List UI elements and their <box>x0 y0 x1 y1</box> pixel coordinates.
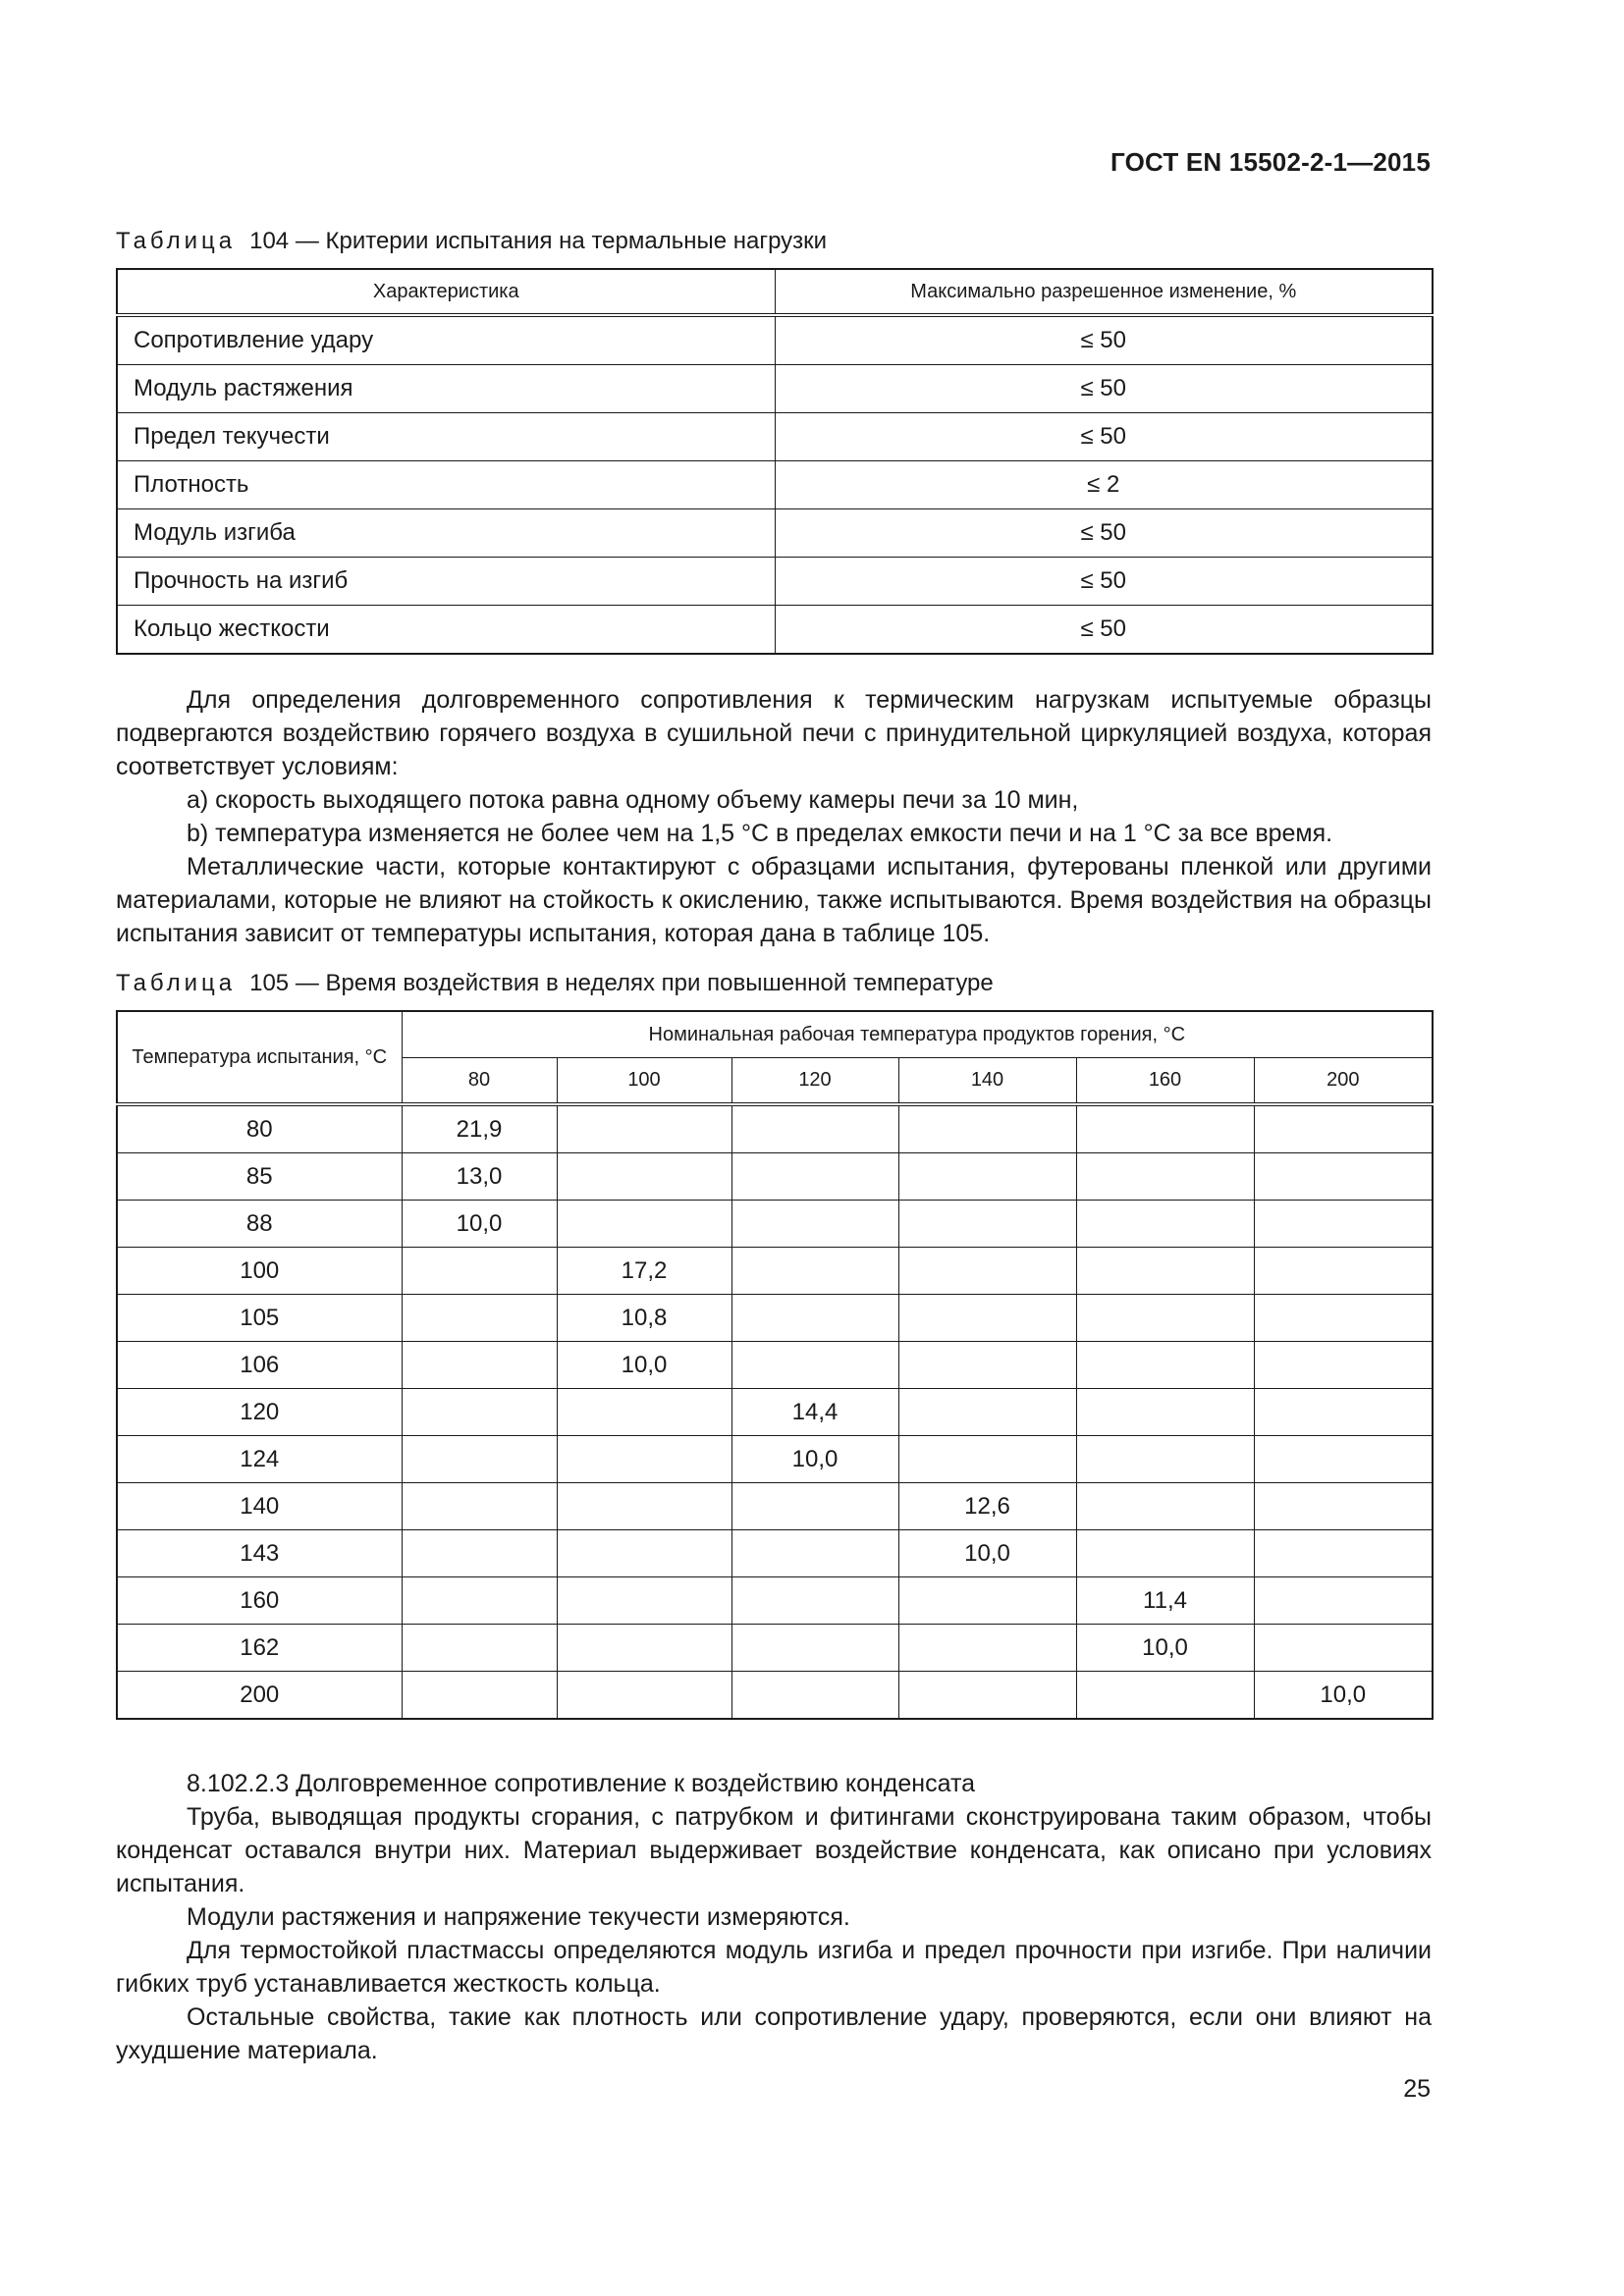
exposure-weeks-cell <box>402 1436 557 1483</box>
test-temperature-cell: 106 <box>117 1342 402 1389</box>
table-105-caption-text: 105 — Время воздействия в неделях при повышенной температуре <box>249 970 994 996</box>
max-change-cell: ≤ 50 <box>775 315 1433 365</box>
table-row <box>117 1625 1433 1672</box>
list-item-a: a) скорость выходящего потока равна одному объему камеры печи за 10 мин, <box>187 786 1079 814</box>
exposure-weeks-cell <box>1254 1436 1433 1483</box>
exposure-weeks-cell <box>731 1201 898 1248</box>
table-row <box>117 1295 1433 1342</box>
paragraph: Остальные свойства, такие как плотность или сопротивление удару, проверяются, если они влияют на ухудшение материала. <box>116 2003 1432 2064</box>
table-104 <box>116 268 1434 655</box>
exposure-weeks-cell <box>731 1530 898 1577</box>
table-row <box>117 461 1433 509</box>
page-number: 25 <box>1403 2075 1431 2103</box>
nominal-temperature-header: Номинальная рабочая температура продуктов горения, °С <box>402 1011 1433 1058</box>
exposure-weeks-cell: 10,0 <box>557 1342 731 1389</box>
paragraph: Для определения долговременного сопротивления к термическим нагрузкам испытуемые образцы подвергаются воздействию горячего воздуха в сушильной печи с принудительной циркуляцией воздуха, которая соответствует условиям: <box>116 686 1432 780</box>
test-temperature-cell: 120 <box>117 1389 402 1436</box>
table-104-caption-text: 104 — Критерии испытания на термальные нагрузки <box>249 228 828 254</box>
exposure-weeks-cell <box>898 1672 1076 1720</box>
table-row <box>117 509 1433 558</box>
exposure-weeks-cell: 11,4 <box>1076 1577 1254 1625</box>
exposure-weeks-cell <box>1254 1295 1433 1342</box>
exposure-weeks-cell <box>1076 1104 1254 1153</box>
exposure-weeks-cell <box>731 1342 898 1389</box>
exposure-weeks-cell <box>402 1577 557 1625</box>
table-header-row <box>117 1011 1433 1058</box>
test-temperature-cell: 162 <box>117 1625 402 1672</box>
exposure-weeks-cell <box>402 1530 557 1577</box>
table-105-caption <box>116 970 994 997</box>
column-header: 100 <box>557 1058 731 1105</box>
exposure-weeks-cell <box>557 1436 731 1483</box>
exposure-weeks-cell <box>1076 1342 1254 1389</box>
test-temperature-cell: 105 <box>117 1295 402 1342</box>
exposure-weeks-cell <box>898 1436 1076 1483</box>
section-heading: 8.102.2.3 Долговременное сопротивление к воздействию конденсата <box>187 1770 976 1797</box>
exposure-weeks-cell <box>1254 1530 1433 1577</box>
exposure-weeks-cell <box>557 1153 731 1201</box>
exposure-weeks-cell <box>898 1201 1076 1248</box>
exposure-weeks-cell: 10,0 <box>898 1530 1076 1577</box>
exposure-weeks-cell <box>402 1342 557 1389</box>
table-row <box>117 606 1433 655</box>
test-temperature-cell: 85 <box>117 1153 402 1201</box>
column-header: Характеристика <box>117 269 775 315</box>
column-header: 80 <box>402 1058 557 1105</box>
exposure-weeks-cell <box>731 1483 898 1530</box>
max-change-cell: ≤ 50 <box>775 606 1433 655</box>
exposure-weeks-cell <box>898 1625 1076 1672</box>
max-change-cell: ≤ 50 <box>775 365 1433 413</box>
exposure-weeks-cell <box>557 1672 731 1720</box>
exposure-weeks-cell <box>898 1104 1076 1153</box>
test-temperature-header: Температура испытания, °С <box>117 1011 402 1104</box>
exposure-weeks-cell <box>731 1577 898 1625</box>
exposure-weeks-cell <box>898 1577 1076 1625</box>
max-change-cell: ≤ 50 <box>775 413 1433 461</box>
column-header: 200 <box>1254 1058 1433 1105</box>
exposure-weeks-cell <box>1076 1201 1254 1248</box>
exposure-weeks-cell <box>1254 1577 1433 1625</box>
exposure-weeks-cell <box>898 1295 1076 1342</box>
exposure-weeks-cell <box>1254 1153 1433 1201</box>
test-temperature-cell: 88 <box>117 1201 402 1248</box>
test-temperature-cell: 160 <box>117 1577 402 1625</box>
characteristic-cell: Предел текучести <box>117 413 775 461</box>
exposure-weeks-cell <box>731 1625 898 1672</box>
exposure-weeks-cell <box>1076 1483 1254 1530</box>
table-104-caption <box>116 228 827 255</box>
max-change-cell: ≤ 2 <box>775 461 1433 509</box>
exposure-weeks-cell <box>1076 1153 1254 1201</box>
exposure-weeks-cell <box>557 1389 731 1436</box>
exposure-weeks-cell <box>731 1295 898 1342</box>
table-row <box>117 1104 1433 1153</box>
body-text-2 <box>116 1767 1432 2067</box>
exposure-weeks-cell <box>731 1104 898 1153</box>
test-temperature-cell: 124 <box>117 1436 402 1483</box>
test-temperature-cell: 143 <box>117 1530 402 1577</box>
exposure-weeks-cell <box>557 1201 731 1248</box>
exposure-weeks-cell: 10,0 <box>731 1436 898 1483</box>
exposure-weeks-cell <box>557 1625 731 1672</box>
characteristic-cell: Плотность <box>117 461 775 509</box>
document-code: ГОСТ EN 15502-2-1—2015 <box>1110 147 1431 177</box>
exposure-weeks-cell: 10,8 <box>557 1295 731 1342</box>
characteristic-cell: Модуль изгиба <box>117 509 775 558</box>
test-temperature-cell: 100 <box>117 1248 402 1295</box>
exposure-weeks-cell <box>402 1389 557 1436</box>
exposure-weeks-cell: 21,9 <box>402 1104 557 1153</box>
table-row <box>117 315 1433 365</box>
table-104-caption-label: Таблица <box>116 228 237 254</box>
max-change-cell: ≤ 50 <box>775 558 1433 606</box>
exposure-weeks-cell: 10,0 <box>1254 1672 1433 1720</box>
exposure-weeks-cell <box>1076 1530 1254 1577</box>
paragraph: Модули растяжения и напряжение текучести измеряются. <box>187 1903 850 1931</box>
table-row <box>117 1389 1433 1436</box>
characteristic-cell: Кольцо жесткости <box>117 606 775 655</box>
paragraph: Труба, выводящая продукты сгорания, с патрубком и фитингами сконструирована таким образом, чтобы конденсат оставался внутри них. Материал выдерживает воздействие конденсата, как описано при условиях испытания. <box>116 1803 1432 1897</box>
table-105-body <box>117 1104 1433 1719</box>
exposure-weeks-cell <box>1254 1104 1433 1153</box>
test-temperature-cell: 80 <box>117 1104 402 1153</box>
table-row <box>117 558 1433 606</box>
list-item-b: b) температура изменяется не более чем на 1,5 °С в пределах емкости печи и на 1 °С за все время. <box>187 820 1333 847</box>
table-row <box>117 365 1433 413</box>
table-row <box>117 1483 1433 1530</box>
exposure-weeks-cell <box>1254 1201 1433 1248</box>
exposure-weeks-cell <box>557 1577 731 1625</box>
table-row <box>117 1153 1433 1201</box>
exposure-weeks-cell: 17,2 <box>557 1248 731 1295</box>
exposure-weeks-cell: 10,0 <box>1076 1625 1254 1672</box>
exposure-weeks-cell <box>898 1389 1076 1436</box>
exposure-weeks-cell: 13,0 <box>402 1153 557 1201</box>
exposure-weeks-cell <box>1254 1625 1433 1672</box>
body-text-1 <box>116 683 1432 950</box>
exposure-weeks-cell <box>402 1248 557 1295</box>
table-row <box>117 1201 1433 1248</box>
exposure-weeks-cell <box>1076 1436 1254 1483</box>
exposure-weeks-cell <box>557 1483 731 1530</box>
column-header: 160 <box>1076 1058 1254 1105</box>
exposure-weeks-cell <box>1254 1389 1433 1436</box>
characteristic-cell: Сопротивление удару <box>117 315 775 365</box>
exposure-weeks-cell <box>1254 1342 1433 1389</box>
table-row <box>117 1672 1433 1720</box>
table-105-caption-label: Таблица <box>116 970 237 996</box>
exposure-weeks-cell <box>402 1625 557 1672</box>
characteristic-cell: Модуль растяжения <box>117 365 775 413</box>
paragraph: Металлические части, которые контактируют с образцами испытания, футерованы пленкой или другими материалами, которые не влияют на стойкость к окислению, также испытываются. Время воздействия на образцы испытания зависит от температуры испытания, которая дана в таблице 105. <box>116 853 1432 947</box>
test-temperature-cell: 200 <box>117 1672 402 1720</box>
exposure-weeks-cell <box>898 1153 1076 1201</box>
test-temperature-cell: 140 <box>117 1483 402 1530</box>
exposure-weeks-cell <box>731 1248 898 1295</box>
column-header: 140 <box>898 1058 1076 1105</box>
exposure-weeks-cell <box>1076 1295 1254 1342</box>
exposure-weeks-cell <box>402 1672 557 1720</box>
table-header-row <box>117 269 1433 315</box>
exposure-weeks-cell <box>1076 1248 1254 1295</box>
exposure-weeks-cell <box>1254 1483 1433 1530</box>
table-row <box>117 1530 1433 1577</box>
exposure-weeks-cell <box>557 1530 731 1577</box>
exposure-weeks-cell <box>557 1104 731 1153</box>
exposure-weeks-cell: 14,4 <box>731 1389 898 1436</box>
table-row <box>117 1342 1433 1389</box>
exposure-weeks-cell <box>731 1153 898 1201</box>
table-row <box>117 1248 1433 1295</box>
table-row <box>117 413 1433 461</box>
exposure-weeks-cell <box>1254 1248 1433 1295</box>
column-header: Максимально разрешенное изменение, % <box>775 269 1433 315</box>
exposure-weeks-cell <box>731 1672 898 1720</box>
characteristic-cell: Прочность на изгиб <box>117 558 775 606</box>
exposure-weeks-cell <box>898 1342 1076 1389</box>
exposure-weeks-cell <box>402 1483 557 1530</box>
exposure-weeks-cell <box>402 1295 557 1342</box>
exposure-weeks-cell: 10,0 <box>402 1201 557 1248</box>
paragraph: Для термостойкой пластмассы определяются модуль изгиба и предел прочности при изгибе. При наличии гибких труб устанавливается жесткость кольца. <box>116 1937 1432 1998</box>
exposure-weeks-cell <box>1076 1672 1254 1720</box>
table-row <box>117 1436 1433 1483</box>
exposure-weeks-cell <box>1076 1389 1254 1436</box>
max-change-cell: ≤ 50 <box>775 509 1433 558</box>
table-row <box>117 1577 1433 1625</box>
exposure-weeks-cell: 12,6 <box>898 1483 1076 1530</box>
exposure-weeks-cell <box>898 1248 1076 1295</box>
column-header: 120 <box>731 1058 898 1105</box>
table-105 <box>116 1010 1434 1720</box>
